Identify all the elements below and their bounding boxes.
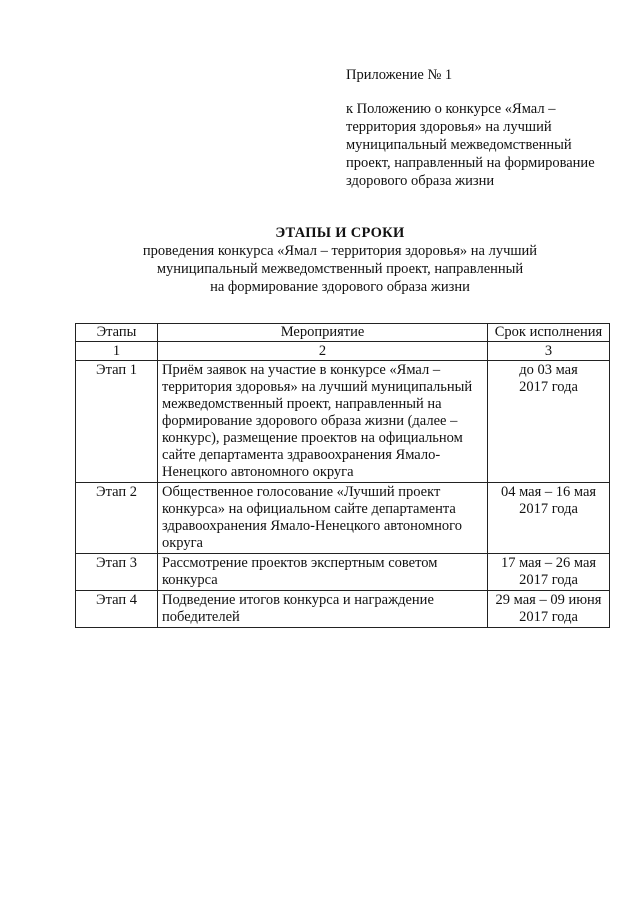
stage-cell: Этап 1	[76, 361, 158, 483]
heading-subtitle-line-1: проведения конкурса «Ямал – территория здоровья» на лучший	[142, 243, 538, 259]
table-row	[76, 361, 610, 483]
date-line-1: 29 мая – 09 июня	[495, 592, 602, 608]
header-stages: Этапы	[76, 324, 158, 342]
column-number-1: 1	[76, 342, 158, 361]
table-row	[76, 591, 610, 628]
column-number-row	[76, 342, 610, 361]
appendix-block	[346, 66, 616, 190]
heading-title: ЭТАПЫ И СРОКИ	[275, 225, 405, 241]
column-number-3: 3	[488, 342, 610, 361]
stages-table	[75, 323, 610, 628]
stage-cell: Этап 2	[76, 483, 158, 554]
date-cell	[488, 554, 610, 591]
column-number-2: 2	[158, 342, 488, 361]
table-row	[76, 554, 610, 591]
event-cell: Приём заявок на участие в конкурсе «Ямал – территория здоровья» на лучший муниципальный межведомственный проект, направленный на формирование здорового образа жизни (далее – конкурс), размещение проектов на официальном сайте департамента здравоохранения Ямало-Ненецкого автономного округа	[158, 361, 488, 483]
heading-subtitle-line-2: муниципальный межведомственный проект, направленный	[156, 261, 524, 277]
event-cell: Общественное голосование «Лучший проект конкурса» на официальном сайте департамента здравоохранения Ямало-Ненецкого автономного округа	[158, 483, 488, 554]
date-line-1: до 03 мая	[519, 362, 578, 378]
date-cell	[488, 483, 610, 554]
heading-subtitle-line-3: на формирование здорового образа жизни	[210, 279, 470, 295]
appendix-reference: к Положению о конкурсе «Ямал – территория здоровья» на лучший муниципальный межведомственный проект, направленный на формирование здорового образа жизни	[346, 101, 595, 189]
date-line-2: 2017 года	[519, 572, 578, 588]
stage-cell: Этап 4	[76, 591, 158, 628]
date-line-2: 2017 года	[519, 379, 578, 395]
date-cell	[488, 361, 610, 483]
stage-cell: Этап 3	[76, 554, 158, 591]
event-cell: Рассмотрение проектов экспертным советом конкурса	[158, 554, 488, 591]
date-cell	[488, 591, 610, 628]
table-row	[76, 483, 610, 554]
date-line-2: 2017 года	[519, 501, 578, 517]
date-line-2: 2017 года	[519, 609, 578, 625]
appendix-number: Приложение № 1	[346, 67, 453, 83]
header-deadline: Срок исполнения	[488, 324, 610, 342]
event-cell: Подведение итогов конкурса и награждение победителей	[158, 591, 488, 628]
header-event: Мероприятие	[158, 324, 488, 342]
date-line-1: 04 мая – 16 мая	[500, 484, 597, 500]
table-header-row	[76, 324, 610, 342]
date-line-1: 17 мая – 26 мая	[500, 555, 597, 571]
document-heading	[60, 224, 620, 296]
